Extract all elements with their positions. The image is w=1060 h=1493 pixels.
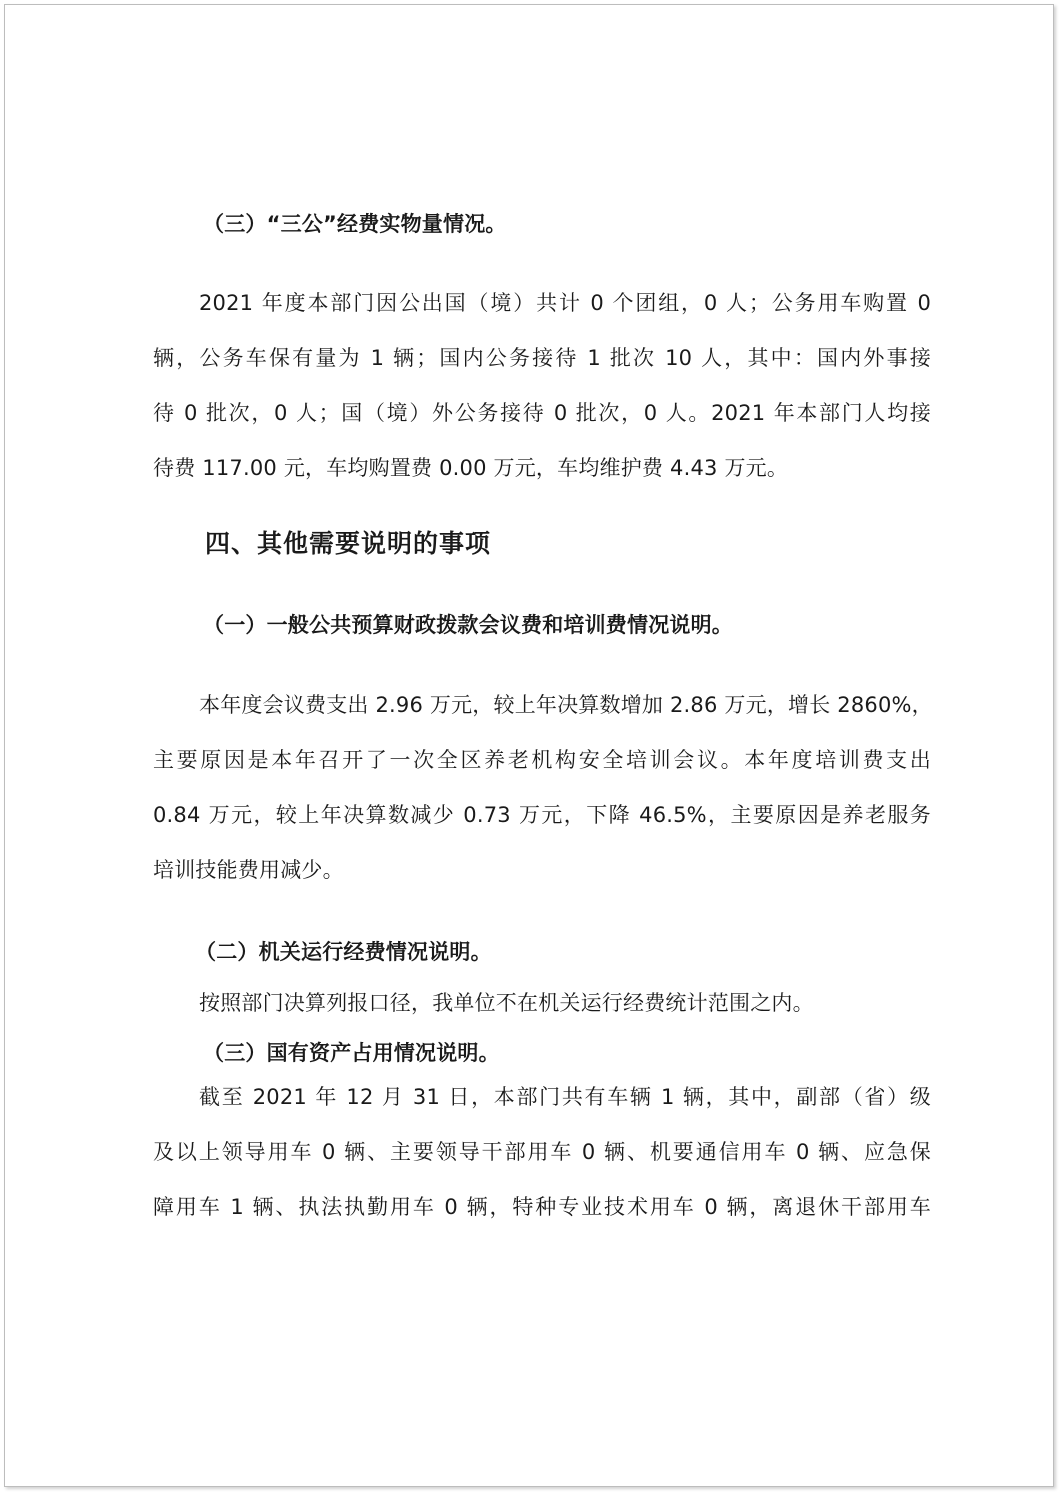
subsection-heading-operating-expenses: （二）机关运行经费情况说明。 xyxy=(195,940,492,964)
paragraph-line: 待 0 批次，0 人；国（境）外公务接待 0 批次，0 人。2021 年本部门人均接 xyxy=(153,401,931,425)
paragraph-line: 培训技能费用减少。 xyxy=(153,858,344,882)
subsection-heading-state-assets: （三）国有资产占用情况说明。 xyxy=(203,1041,500,1065)
paragraph-line: 及以上领导用车 0 辆、主要领导干部用车 0 辆、机要通信用车 0 辆、应急保 xyxy=(153,1140,931,1164)
paragraph-line: 0.84 万元，较上年决算数减少 0.73 万元，下降 46.5%，主要原因是养老服务 xyxy=(153,803,931,827)
paragraph-line: 主要原因是本年召开了一次全区养老机构安全培训会议。本年度培训费支出 xyxy=(153,748,931,772)
section-heading-san-gong-physical: （三）“三公”经费实物量情况。 xyxy=(203,212,507,236)
section-heading-other-matters: 四、其他需要说明的事项 xyxy=(205,529,492,558)
paragraph-line: 障用车 1 辆、执法执勤用车 0 辆，特种专业技术用车 0 辆，离退休干部用车 xyxy=(153,1195,931,1219)
paragraph-line: 本年度会议费支出 2.96 万元，较上年决算数增加 2.86 万元，增长 2860%， xyxy=(199,693,933,717)
document-page xyxy=(4,4,1054,1487)
paragraph-line: 按照部门决算列报口径，我单位不在机关运行经费统计范围之内。 xyxy=(199,991,814,1015)
paragraph-line: 截至 2021 年 12 月 31 日，本部门共有车辆 1 辆，其中，副部（省）级 xyxy=(199,1085,931,1109)
subsection-heading-meeting-training: （一）一般公共预算财政拨款会议费和培训费情况说明。 xyxy=(203,613,733,637)
paragraph-line: 辆，公务车保有量为 1 辆；国内公务接待 1 批次 10 人，其中：国内外事接 xyxy=(153,346,931,370)
paragraph-line: 待费 117.00 元，车均购置费 0.00 万元，车均维护费 4.43 万元。 xyxy=(153,456,789,480)
paragraph-line: 2021 年度本部门因公出国（境）共计 0 个团组，0 人；公务用车购置 0 xyxy=(199,291,931,315)
